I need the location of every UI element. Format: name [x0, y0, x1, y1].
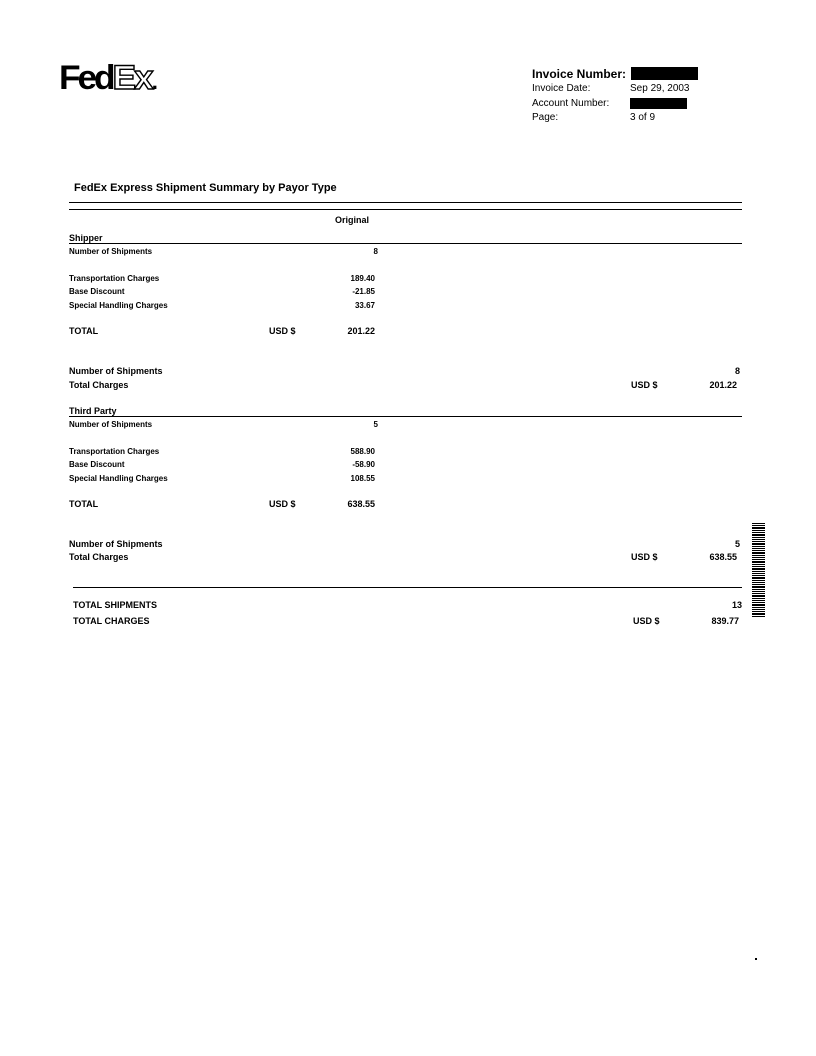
page-mark — [755, 958, 757, 960]
third-party-base-discount-value: -58.90 — [352, 460, 375, 469]
column-header-original: Original — [335, 215, 370, 225]
divider — [69, 243, 742, 244]
third-party-base-discount-label: Base Discount — [69, 460, 125, 469]
total-shipments-value: 13 — [731, 600, 742, 610]
invoice-date-label: Invoice Date: — [532, 83, 591, 94]
third-party-total-label: TOTAL — [69, 499, 99, 509]
shipper-transportation-label: Transportation Charges — [69, 274, 160, 283]
shipper-base-discount-value: -21.85 — [352, 287, 375, 296]
invoice-number-label: Invoice Number: — [532, 67, 627, 81]
third-party-subtotal-shipments-value: 5 — [734, 539, 740, 549]
third-party-subtotal-charges-value: 638.55 — [709, 552, 737, 562]
account-number-label: Account Number: — [532, 98, 610, 109]
third-party-shipments-value: 5 — [373, 420, 378, 429]
divider — [69, 209, 742, 210]
summary-title: FedEx Express Shipment Summary by Payor Type — [74, 182, 337, 194]
invoice-date-value: Sep 29, 2003 — [630, 83, 690, 94]
third-party-special-handling-label: Special Handling Charges — [69, 474, 168, 483]
third-party-total-currency: USD $ — [269, 499, 296, 509]
divider — [73, 587, 742, 588]
divider — [69, 202, 742, 203]
redacted-invoice-number — [631, 67, 698, 80]
third-party-subtotal-charges-label: Total Charges — [69, 552, 129, 562]
total-charges-currency: USD $ — [633, 616, 660, 626]
shipper-subtotal-shipments-label: Number of Shipments — [69, 366, 163, 376]
shipper-subtotal-shipments-value: 8 — [734, 366, 740, 376]
third-party-shipments-label: Number of Shipments — [69, 420, 153, 429]
shipper-transportation-value: 189.40 — [350, 274, 375, 283]
section-label-third-party: Third Party — [69, 406, 117, 416]
third-party-subtotal-shipments-label: Number of Shipments — [69, 539, 163, 549]
third-party-subtotal-currency: USD $ — [631, 552, 658, 562]
page-label: Page: — [532, 112, 559, 123]
redacted-account-number — [630, 98, 687, 109]
third-party-transportation-value: 588.90 — [350, 447, 375, 456]
section-label-shipper: Shipper — [69, 233, 103, 243]
total-charges-value: 839.77 — [711, 616, 739, 626]
shipper-total-label: TOTAL — [69, 326, 99, 336]
shipper-total-currency: USD $ — [269, 326, 296, 336]
total-shipments-label: TOTAL SHIPMENTS — [73, 600, 158, 610]
shipper-shipments-label: Number of Shipments — [69, 247, 153, 256]
third-party-total-value: 638.55 — [347, 499, 375, 509]
page-value: 3 of 9 — [630, 112, 656, 123]
divider — [69, 416, 742, 417]
total-charges-label: TOTAL CHARGES — [73, 616, 150, 626]
fedex-logo: FedEx. — [59, 59, 158, 97]
shipper-special-handling-label: Special Handling Charges — [69, 301, 168, 310]
third-party-special-handling-value: 108.55 — [350, 474, 375, 483]
barcode — [752, 523, 765, 622]
shipper-subtotal-charges-value: 201.22 — [709, 380, 737, 390]
shipper-total-value: 201.22 — [347, 326, 375, 336]
shipper-shipments-value: 8 — [373, 247, 378, 256]
shipper-subtotal-currency: USD $ — [631, 380, 658, 390]
shipper-special-handling-value: 33.67 — [354, 301, 375, 310]
shipper-subtotal-charges-label: Total Charges — [69, 380, 129, 390]
shipper-base-discount-label: Base Discount — [69, 287, 125, 296]
third-party-transportation-label: Transportation Charges — [69, 447, 160, 456]
